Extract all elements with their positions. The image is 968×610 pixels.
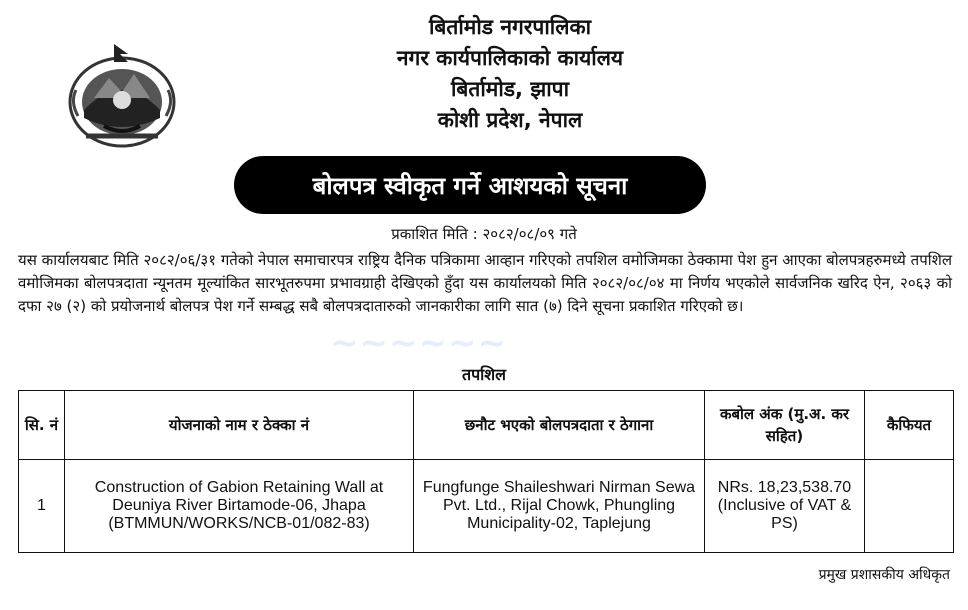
province-country: कोशी प्रदेश, नेपाल (437, 108, 583, 132)
notice-body: यस कार्यालयबाट मिति २०८२/०६/३१ गतेको नेपाल समाचारपत्र राष्ट्रिय दैनिक पत्रिकामा आव्हान गरिएको तपशिल वमोजिमका ठेक्कामा पेश हुन आएका बोलपत्रहरुमध्ये तपशिल वमोजिमका बोलपत्रदाता न्यूनतम मूल्यांकित सारभूतरुपमा प्रभावग्राही देखिएको हुँदा यस कार्यालयको मिति २०८२/०८/०४ मा निर्णय भएकोले सार्वजनिक खरिद ऐन, २०६३ को दफा २७ (२) को प्रयोजनार्थ बोलपत्र पेश गर्ने सम्बद्ध सबै बोलपत्रदातारुको जानकारीका लागि सात (७) दिने सूचना प्रकाशित गरिएको छ। (18, 251, 953, 315)
header-selected-bidder: छनौट भएको बोलपत्रदाता र ठेगाना (414, 391, 705, 460)
office-location: बिर्तामोड, झापा (450, 77, 570, 101)
nepal-government-emblem-icon (64, 40, 180, 152)
cell-selected-bidder: Fungfunge Shaileshwari Nirman Sewa Pvt. Ltd., Rijal Chowk, Phungling Municipality-02, Taplejung (414, 460, 705, 553)
schedule-table (18, 390, 954, 553)
table-row (19, 460, 954, 553)
header-serial-number: सि. नं (19, 391, 65, 460)
header-bid-amount: कबोल अंक (मु.अ. कर सहित) (705, 391, 865, 460)
cell-serial-number: 1 (19, 460, 65, 553)
notice-title-banner (234, 156, 706, 214)
municipality-name: बिर्तामोड नगरपालिका (428, 15, 592, 39)
header-project-name: योजनाको नाम र ठेक्का नं (65, 391, 414, 460)
office-name: नगर कार्यपालिकाको कार्यालय (396, 46, 624, 70)
cell-bid-amount: NRs. 18,23,538.70 (Inclusive of VAT & PS) (705, 460, 865, 553)
signatory-title: प्रमुख प्रशासकीय अधिकृत (818, 567, 950, 583)
header-remarks: कैफियत (865, 391, 954, 460)
table-header-row (19, 391, 954, 460)
cell-remarks (865, 460, 954, 553)
cell-project-name: Construction of Gabion Retaining Wall at Deuniya River Birtamode-06, Jhapa (BTMMUN/WORKS/NCB-01/082-83) (65, 460, 414, 553)
notice-title: बोलपत्र स्वीकृत गर्ने आशयको सूचना (312, 170, 628, 200)
office-header (250, 12, 770, 136)
schedule-caption: तपशिल (461, 365, 507, 384)
published-date: प्रकाशित मिति : २०८२/०८/०९ गते (391, 225, 577, 243)
watermark: ~~~~~~ (330, 323, 507, 363)
